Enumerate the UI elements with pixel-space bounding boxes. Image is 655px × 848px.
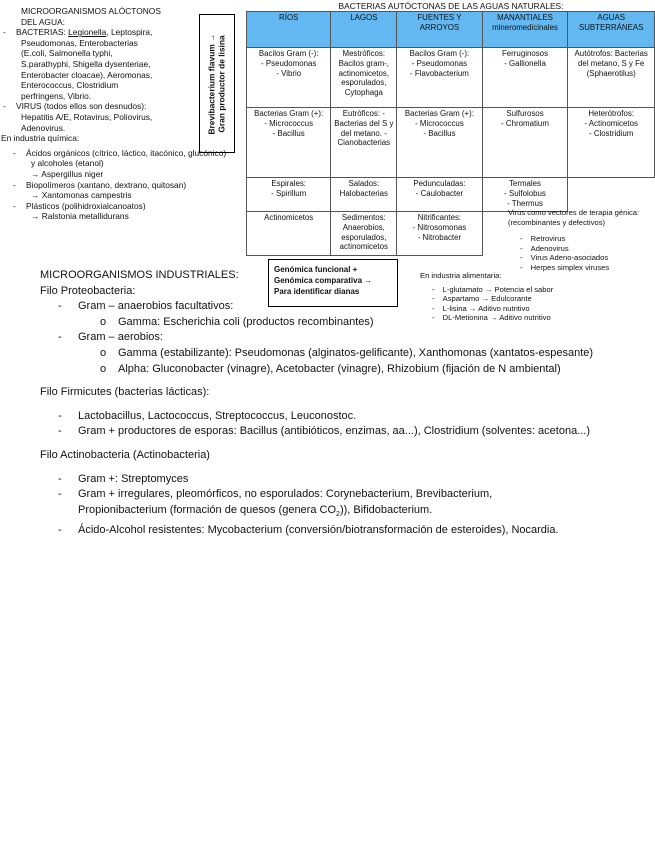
cell-item: - Flavobacterium [410,68,469,78]
table-cell [397,178,482,212]
quimica-arrow: → Ralstonia metallidurans [31,211,129,222]
virus-line: Adenovirus. [21,122,66,133]
virus-therapy-item: - Herpes simplex viruses [520,262,610,272]
bacterias-line: Pseudomonas, Enterobacterias [21,37,138,48]
table-cell: Actinomicetos [247,212,331,256]
list-item: - Ácido-Alcohol resistentes: Mycobacterium (conversión/biotransformación de esteroides), Nocardia. [58,523,559,536]
virus-therapy-title: Virus como vectores de terapia génica: [508,208,640,217]
table-title: BACTERIAS AUTÓCTONAS DE LAS AGUAS NATURALES: [338,1,564,11]
cell-title: Nitrificantes: [417,213,462,222]
cell-item: - Chromatium [501,118,549,128]
table-cell [247,48,331,108]
brevibacterium-line-1: Brevibacterium flavum → [206,33,217,134]
industria-quimica-heading: En industria química: [1,133,80,144]
list-item: o Gamma: Escherichia coli (productos recombinantes) [100,315,374,328]
quimica-line: Plásticos (polihidroxialcanoatos) [26,200,146,211]
legionella-underlined: Legionella [68,27,107,38]
table-cell: Salados: Halobacterias [331,178,397,212]
cell-item: - Pseudomonas [261,58,317,68]
quimica-arrow: → Xantomonas campestris [31,190,132,201]
industrial-microorganisms [40,268,640,538]
header-lagos: LAGOS [331,12,397,48]
cell-item: - Gallionella [504,58,546,68]
cell-item: - Vibrio [276,68,302,78]
cell-title: Bacterias Gram (+): [254,109,324,118]
list-item: - Gram + productores de esporas: Bacillus (antibióticos, enzimas, aa...), Clostridium (solventes: acetona...) [58,425,591,438]
quimica-arrow: → Aspergillus niger [31,168,104,179]
dash-marker: - [13,147,16,158]
table-cell [397,212,482,256]
cell-item: - Micrococcus [415,118,464,128]
cell-item: - Nitrobacter [417,232,462,242]
cell-item: - Clostridium [589,128,634,138]
table-cell: Autótrofos: Bacterias del metano, S y Fe (Sphaerotilus) [568,48,655,108]
brevibacterium-line-2: Gran productor de lisina [217,34,227,133]
cell-title: Sulfurosos [506,109,544,118]
table-cell [247,108,331,178]
quimica-line-2: y alcoholes (etanol) [31,158,104,169]
left-title-2: DEL AGUA: [21,16,65,27]
filo-proteobacteria: Filo Proteobacteria: [40,284,136,297]
quimica-line: Biopolímeros (xantano, dextrano, quitosan) [26,179,187,190]
table-cell: Sedimentos: Anaerobios, esporulados, actinomicetos [331,212,397,256]
cell-title: Pedunculadas: [413,179,466,188]
virus-therapy-item: - Adenovirus [520,243,569,253]
table-cell: Eutróficos: - Bacterias del S y del metano. - Cianobacterias [331,108,397,178]
list-item: - Gram – aerobios: [58,331,163,344]
list-item: - Lactobacillus, Lactococcus, Streptococcus, Leuconostoc. [58,409,357,422]
bacterias-line: Enterococcus, Clostridium [21,80,119,91]
dash-marker: - [3,101,6,112]
cell-item: - Pseudomonas [411,58,468,68]
dash-marker: - [3,27,6,38]
header-rios: RÍOS [247,12,331,48]
cell-title: Bacilos Gram (-): [409,49,470,58]
table-cell: Mestróficos: Bacilos gram-, actinomicetos, esporulados, Cytophaga [331,48,397,108]
header-fuentes: FUENTES Y ARROYOS [397,12,482,48]
table-cell [482,178,568,212]
cell-item: - Actinomicetos [584,118,638,128]
bacterias-line: perfringens, Vibrio. [21,90,92,101]
quimica-line: Ácidos orgánicos (cítrico, láctico, itacónico, glucónico) [26,147,227,158]
table-cell [397,48,482,108]
table-cell [247,178,331,212]
cell-title: Espirales: [271,179,307,188]
table-row [247,48,655,108]
cell-item: - Thermus [507,198,543,208]
virus-therapy-block [508,208,655,273]
cell-item: - Caulobacter [415,188,464,198]
table-header-row [247,12,655,48]
brevibacterium-box [199,14,235,153]
table-cell [482,48,568,108]
cell-title: Heterótrofos: [588,109,634,118]
virus-therapy-item: - Retrovirus [520,234,566,244]
quimica-item [1,180,245,191]
header-subterraneas: AGUAS SUBTERRÁNEAS [568,12,655,48]
table-row [247,108,655,178]
list-item: - Gram +: Streptomyces [58,472,189,485]
table-row [247,178,655,212]
brevibacterium-text [207,33,228,134]
food-item: - L-lisina → Aditivo nutritivo [432,303,530,313]
cell-title: Termales [508,179,541,188]
dash-marker: - [13,179,16,190]
genomics-line-2: Genómica comparativa → [274,276,373,285]
food-industry-title: En industria alimentaria: [420,271,502,280]
food-item: - DL-Metionina → Aditivo nutritivo [432,313,551,323]
cell-item: - Spirillum [271,188,307,198]
cell-item: - Bacillus [423,128,456,138]
left-title: MICROORGANISMOS ALÓCTONOS [21,6,161,16]
table-cell [397,108,482,178]
virus-therapy-subtitle: (recombinantes y defectivos) [508,217,606,227]
cell-title: Bacilos Gram (-): [258,49,319,58]
food-item: - L-glutamato → Potencia el sabor [432,284,554,294]
list-item: o Gamma (estabilizante): Pseudomonas (alginatos-gelificante), Xanthomonas (xantatos-espesante) [100,346,594,359]
bacterias-label: BACTERIAS: [16,27,66,38]
filo-firmicutes: Filo Firmicutes (bacterias lácticas): [40,386,210,399]
bacterias-line: (E.coli, Salmonella typhi, [21,48,113,59]
cell-item: - Sulfolobus [504,188,546,198]
bacterias-line: Enterobacter cloacae), Aeromonas, [21,69,153,80]
filo-actinobacteria: Filo Actinobacteria (Actinobacteria) [40,448,210,461]
header-manantiales: MANANTIALES mineromedicinales [482,12,568,48]
table-cell [482,108,568,178]
list-item: - Gram – anaerobios facultativos: [58,300,234,313]
cell-title: Ferruginosos [501,49,549,58]
cell-item: - Nitrosomonas [412,222,467,232]
virus-line: Hepatitis A/E, Rotavirus, Poliovirus, [21,111,153,122]
bacterias-line: S.parathyphi, Shigella dysenteriae, [21,58,151,69]
table-cell [568,108,655,178]
genomics-line-1: Genómica funcional + [274,265,358,274]
cell-item: - Micrococcus [264,118,314,128]
dash-marker: - [13,200,16,211]
virus-therapy-item: - Virus Adeno-asociados [520,253,609,263]
cell-title: Bacterias Gram (+): [404,109,474,118]
cell-item: - Bacillus [272,128,305,138]
food-item: - Aspartamo → Edulcorante [432,294,532,304]
quimica-item [1,201,245,212]
bacterias-line1-rest: , Leptospira, [106,27,153,38]
empty-cell [568,178,655,212]
virus-line-1: VIRUS (todos ellos son desnudos): [16,101,147,112]
list-item: o Alpha: Gluconobacter (vinagre), Acetobacter (vinagre), Rhizobium (fijación de N ambiental) [100,362,561,375]
section-title: MICROORGANISMOS INDUSTRIALES: [40,269,239,281]
list-item: - Gram + irregulares, pleomórficos, no esporulados: Corynebacterium, Brevibacterium, Propionibacterium (formación de quesos (genera $CO_2$)), Bifidobacterium. [58,488,493,518]
genomics-line-3: Para identificar dianas [274,287,360,296]
